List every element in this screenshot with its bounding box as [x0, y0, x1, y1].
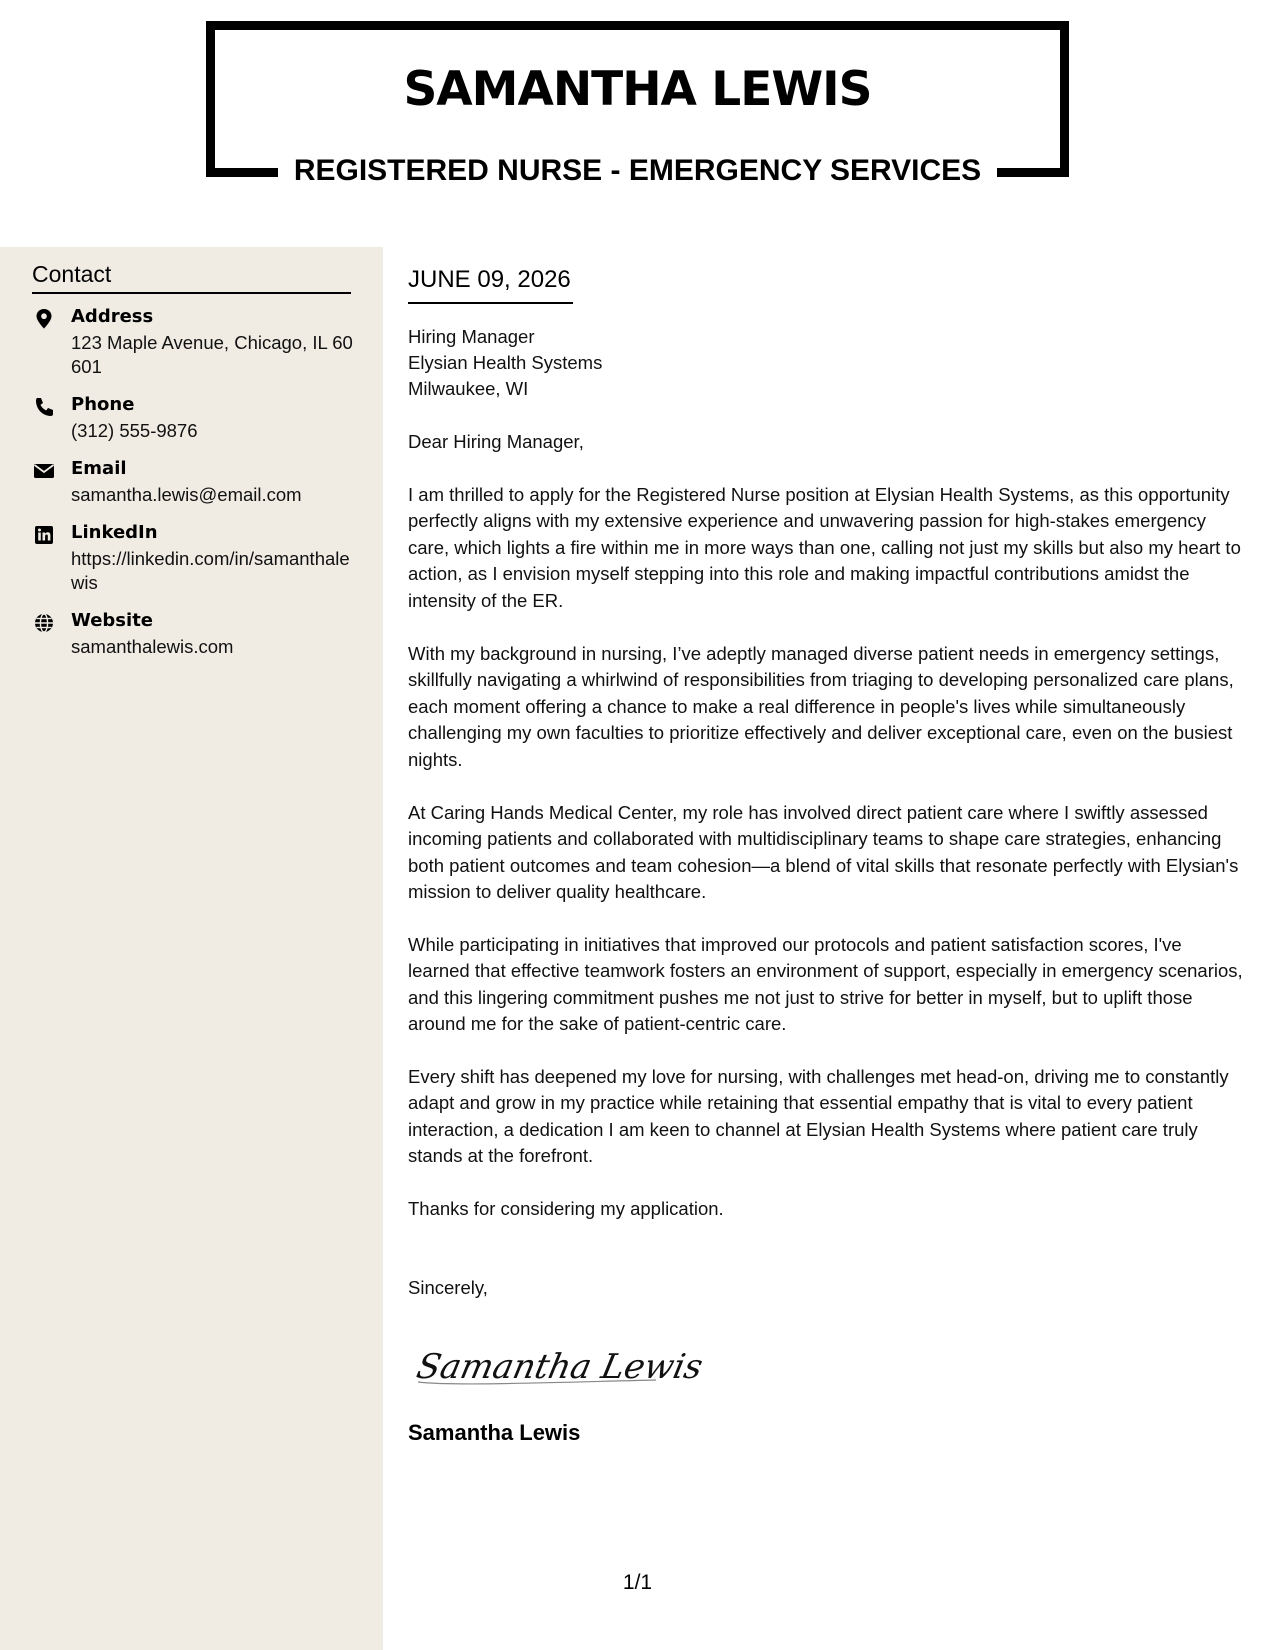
signer-name: Samantha Lewis [408, 1420, 581, 1445]
date-underline [408, 302, 573, 304]
globe-icon [32, 612, 56, 634]
body-paragraph: Every shift has deepened my love for nursing, with challenges met head-on, driving me to constantly adapt and grow in my practice while retaining that essential empathy that is vital to every patient interaction, a dedication I am keen to channel at Elysian Health Systems where patient care truly stands at the forefront. [408, 1066, 1229, 1167]
body-paragraph: At Caring Hands Medical Center, my role has involved direct patient care where I swiftly assessed incoming patients and collaborated with multidisciplinary teams to shape care strategies, enhancing both patient outcomes and team cohesion—a blend of vital skills that resonate perfectly with Elysian's mission to deliver quality healthcare. [408, 802, 1239, 903]
thanks-line: Thanks for considering my application. [408, 1198, 724, 1219]
recipient-line: Hiring Manager [408, 326, 535, 347]
recipient-line: Elysian Health Systems [408, 352, 603, 373]
page-number: 1/1 [622, 1571, 653, 1594]
contact-divider [32, 292, 351, 294]
contact-value: 123 Maple Avenue, Chicago, IL 60601 [71, 332, 353, 377]
body-paragraph: With my background in nursing, I’ve adeptly managed diverse patient needs in emergency settings, skillfully navigating a whirlwind of responsibilities from triaging to developing personalized care plans, each moment offering a chance to make a real difference in people's lives while simultaneously challenging my own faculties to prioritize effectively and deliver exceptional care, even on the busiest nights. [408, 643, 1234, 770]
closing-line: Sincerely, [408, 1277, 488, 1298]
letter-date: JUNE 09, 2026 [408, 266, 571, 293]
contact-label: LinkedIn [71, 522, 158, 543]
envelope-icon [32, 460, 56, 482]
map-pin-icon [32, 308, 56, 330]
applicant-name: SAMANTHA LEWIS [403, 62, 872, 117]
header-frame-left [206, 21, 215, 177]
recipient-line: Milwaukee, WI [408, 378, 529, 399]
contact-value: samanthalewis.com [71, 636, 234, 657]
phone-icon [32, 396, 56, 418]
linkedin-icon [32, 524, 56, 546]
header-frame-top [206, 21, 1069, 30]
body-paragraph: I am thrilled to apply for the Registered Nurse position at Elysian Health Systems, as this opportunity perfectly aligns with my extensive experience and unwavering passion for high-stakes emergency care, which lights a fire within me in more ways than one, calling not just my skills but also my heart to action, as I envision myself stepping into this role and making impactful contributions amidst the intensity of the ER. [408, 484, 1241, 611]
contact-label: Email [71, 458, 127, 479]
contact-value: samantha.lewis@email.com [71, 484, 302, 505]
contact-label: Address [71, 306, 154, 327]
body-paragraph: While participating in initiatives that improved our protocols and patient satisfaction scores, I've learned that effective teamwork fosters an environment of support, especially in emergency scenarios, and this lingering commitment pushes me not just to strive for better in myself, but to uplift those around me for the sake of patient-centric care. [408, 934, 1243, 1035]
contact-sidebar [0, 247, 383, 1650]
contact-value: (312) 555-9876 [71, 420, 198, 441]
contact-label: Phone [71, 394, 135, 415]
handwritten-signature [412, 1336, 707, 1401]
salutation: Dear Hiring Manager, [408, 431, 584, 452]
svg-text:Samantha Lewis: Samantha Lewis [413, 1347, 707, 1387]
contact-value: https://linkedin.com/in/samanthalewis [71, 548, 350, 593]
contact-heading: Contact [32, 261, 112, 287]
contact-label: Website [71, 610, 154, 631]
header-frame-right [1060, 21, 1069, 177]
recipient-block [408, 324, 602, 402]
job-title: REGISTERED NURSE - EMERGENCY SERVICES [293, 154, 982, 187]
